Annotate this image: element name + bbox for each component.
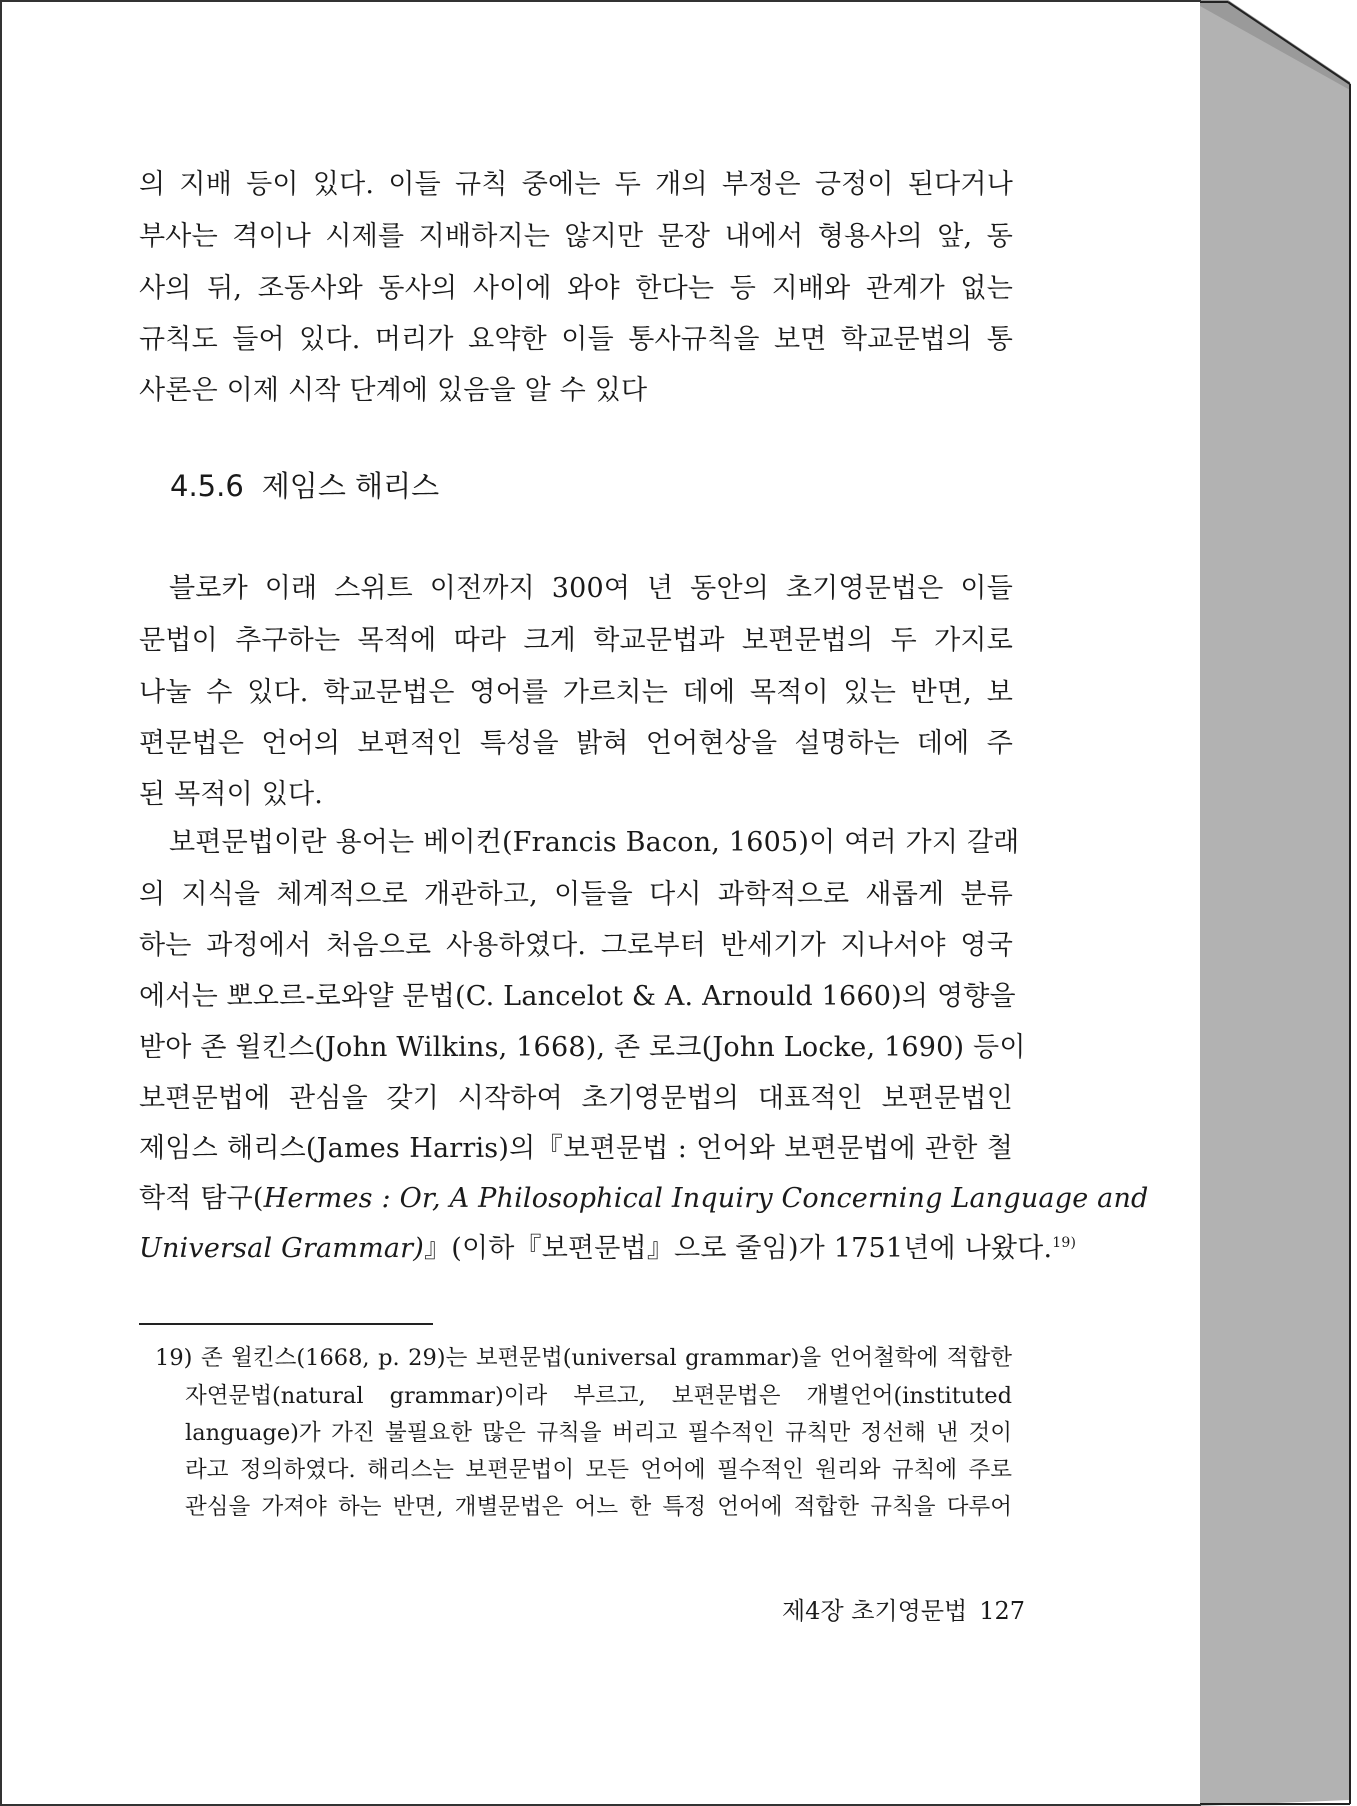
footnote-line: 라고 정의하였다. 해리스는 보편문법이 모든 언어에 필수적인 원리와 규칙에 주로 xyxy=(185,1457,1012,1483)
footnote-line xyxy=(155,1340,1012,1377)
text-line xyxy=(139,1226,1077,1272)
section-number: 4.5.6 xyxy=(170,469,244,503)
section-heading xyxy=(170,463,439,509)
text-line: 하는 과정에서 처음으로 사용하였다. 그로부터 반세기가 지나서야 영국 xyxy=(139,930,1013,961)
footnote-line: language)가 가진 불필요한 많은 규칙을 버리고 필수적인 규칙만 정선해 낸 것이 xyxy=(185,1420,1012,1446)
text-line: 나눌 수 있다. 학교문법은 영어를 가르치는 데에 목적이 있는 반면, 보 xyxy=(139,677,1013,708)
text-line: 에서는 뽀오르-로와얄 문법(C. Lancelot & A. Arnould 1660)의 영향을 xyxy=(139,981,1016,1012)
text-line: 보편문법이란 용어는 베이컨(Francis Bacon, 1605)이 여러 가지 갈래 xyxy=(169,827,1020,858)
text-line xyxy=(139,1176,1149,1222)
page-number: 127 xyxy=(979,1597,1025,1625)
text-line: 제임스 해리스(James Harris)의『보편문법 : 언어와 보편문법에 관한 철 xyxy=(139,1133,1013,1164)
text-run: 학적 탐구( xyxy=(139,1183,264,1214)
footnote-line: 자연문법(natural grammar)이라 부르고, 보편문법은 개별언어(instituted xyxy=(185,1383,1012,1409)
footnote-divider xyxy=(139,1323,433,1325)
text-line: 의 지식을 체계적으로 개관하고, 이들을 다시 과학적으로 새롭게 분류 xyxy=(139,879,1013,910)
book-title-italic: Hermes : Or, A Philosophical Inquiry Concerning Language and xyxy=(263,1183,1149,1214)
footnote-reference[interactable]: 19) xyxy=(1052,1235,1077,1251)
footnote-text: 존 윌킨스(1668, p. 29)는 보편문법(universal grammar)을 언어철학에 적합한 xyxy=(200,1345,1012,1371)
text-line: 사론은 이제 시작 단계에 있음을 알 수 있다 xyxy=(139,375,648,406)
text-line: 부사는 격이나 시제를 지배하지는 않지만 문장 내에서 형용사의 앞, 동 xyxy=(139,221,1013,252)
text-line: 블로카 이래 스위트 이전까지 300여 년 동안의 초기영문법은 이들 xyxy=(169,573,1013,604)
footnote-line: 관심을 가져야 하는 반면, 개별문법은 어느 한 특정 언어에 적합한 규칙을 다루어 xyxy=(185,1494,1012,1520)
text-line: 규칙도 들어 있다. 머리가 요약한 이들 통사규칙을 보면 학교문법의 통 xyxy=(139,324,1013,355)
text-line: 받아 존 윌킨스(John Wilkins, 1668), 존 로크(John Locke, 1690) 등이 xyxy=(139,1032,1026,1063)
running-footer-chapter: 제4장 초기영문법 xyxy=(782,1597,968,1625)
page-footer xyxy=(782,1591,1025,1631)
text-line: 사의 뒤, 조동사와 동사의 사이에 와야 한다는 등 지배와 관계가 없는 xyxy=(139,273,1013,304)
text-line: 보편문법에 관심을 갖기 시작하여 초기영문법의 대표적인 보편문법인 xyxy=(139,1083,1013,1114)
text-line: 문법이 추구하는 목적에 따라 크게 학교문법과 보편문법의 두 가지로 xyxy=(139,625,1013,656)
text-line: 의 지배 등이 있다. 이들 규칙 중에는 두 개의 부정은 긍정이 된다거나 xyxy=(139,169,1013,200)
section-title: 제임스 해리스 xyxy=(261,469,440,503)
book-title-italic: Universal Grammar) xyxy=(139,1233,425,1264)
footnote-number: 19) xyxy=(155,1345,193,1371)
text-line: 편문법은 언어의 보편적인 특성을 밝혀 언어현상을 설명하는 데에 주 xyxy=(139,728,1013,759)
book-edge-shadow xyxy=(1200,0,1357,1806)
text-line: 된 목적이 있다. xyxy=(139,779,324,810)
text-run: 』(이하『보편문법』으로 줄임)가 1751년에 나왔다. xyxy=(424,1233,1053,1264)
